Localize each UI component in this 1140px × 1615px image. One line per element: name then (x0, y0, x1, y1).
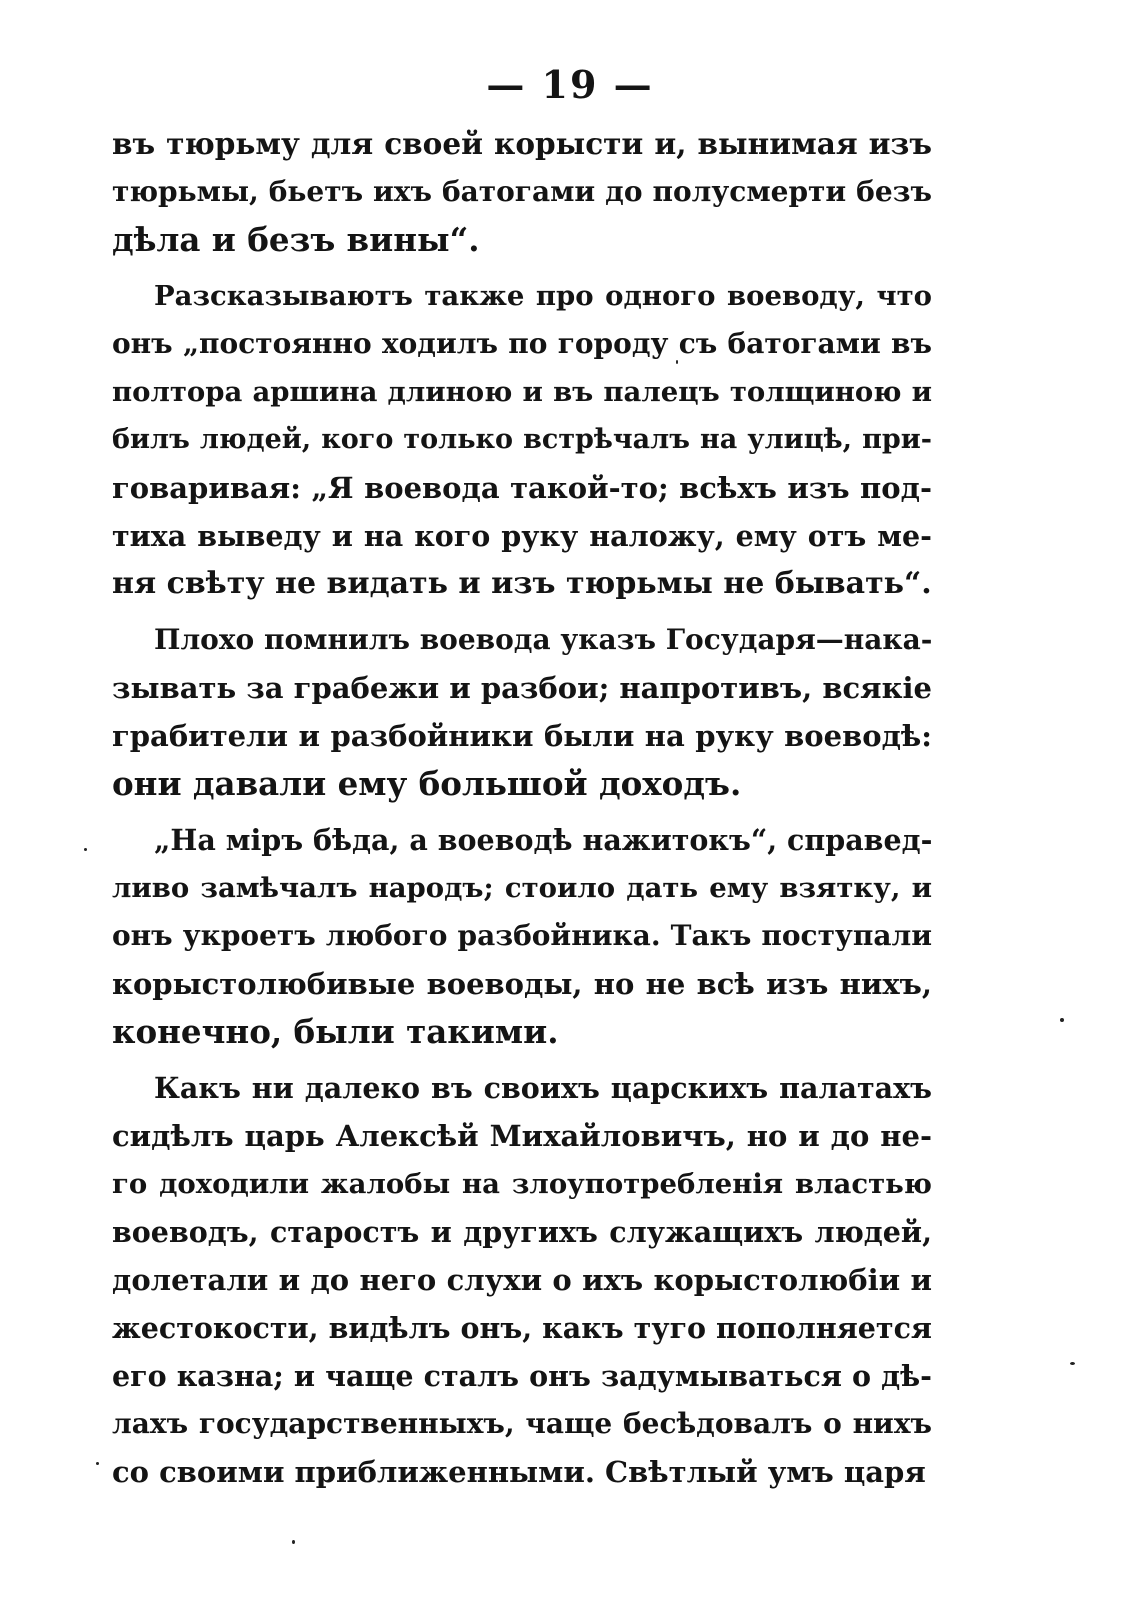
text-line: его казна; и чаще сталъ онъ задумываться о дѣ- (112, 1359, 932, 1393)
scan-speck (1070, 1362, 1075, 1365)
body-text (112, 120, 932, 1496)
text-line: зывать за грабежи и разбои; напротивъ, всякіе (112, 671, 932, 705)
text-line: ливо замѣчалъ народъ; стоило дать ему взятку, и (112, 872, 932, 904)
page-number: — 19 — (486, 62, 654, 107)
scan-speck (676, 360, 678, 364)
text-line: „На міръ бѣда, а воеводѣ нажитокъ“, справед- (154, 823, 932, 857)
text-line: они давали ему большой доходъ. (112, 764, 742, 803)
paragraph (112, 816, 932, 1056)
paragraph (112, 120, 932, 264)
text-line: долетали и до него слухи о ихъ корыстолюбіи и (112, 1263, 932, 1297)
text-line: дѣла и безъ вины“. (112, 220, 480, 259)
scan-speck (96, 1462, 99, 1465)
text-line: го доходили жалобы на злоупотребленія властью (112, 1168, 932, 1200)
text-line: полтора аршина длиною и въ палецъ толщиною и (112, 376, 932, 408)
text-line: Разсказываютъ также про одного воеводу, что (154, 280, 932, 312)
text-line: билъ людей, кого только встрѣчалъ на улицѣ, при- (112, 424, 932, 455)
text-line: тиха выведу и на кого руку наложу, ему отъ ме- (112, 519, 932, 553)
paragraph (112, 616, 932, 808)
scan-speck (292, 1540, 295, 1544)
paragraph (112, 272, 932, 608)
text-line: Какъ ни далеко въ своихъ царскихъ палатахъ (154, 1071, 932, 1105)
text-line: лахъ государственныхъ, чаще бесѣдовалъ о нихъ (112, 1407, 932, 1440)
text-line: сидѣлъ царь Алексѣй Михайловичъ, но и до не- (112, 1119, 932, 1153)
text-line: воеводъ, старостъ и другихъ служащихъ людей, (112, 1215, 932, 1249)
text-line: корыстолюбивые воеводы, но не всѣ изъ нихъ, (112, 967, 932, 1001)
text-line: въ тюрьму для своей корысти и, вынимая изъ (112, 126, 932, 161)
text-line: грабители и разбойники были на руку воеводѣ: (112, 719, 932, 753)
text-line: жестокости, видѣлъ онъ, какъ туго пополняется (112, 1311, 932, 1345)
text-line: ня свѣту не видать и изъ тюрьмы не бывать“. (112, 566, 932, 601)
text-line: говаривая: „Я воевода такой-то; всѣхъ изъ под- (112, 471, 932, 505)
scan-speck (84, 848, 87, 851)
text-line: онъ укроетъ любого разбойника. Такъ поступали (112, 919, 932, 952)
text-line: онъ „постоянно ходилъ по городу съ батогами въ (112, 327, 932, 360)
scan-speck (1060, 1018, 1064, 1022)
paragraph (112, 1064, 932, 1496)
text-line: Плохо помнилъ воевода указъ Государя—нака- (154, 623, 932, 656)
text-line: тюрьмы, бьетъ ихъ батогами до полусмерти безъ (112, 175, 932, 208)
text-line: со своими приближенными. Свѣтлый умъ царя (112, 1455, 926, 1489)
text-line: конечно, были такими. (112, 1012, 559, 1051)
